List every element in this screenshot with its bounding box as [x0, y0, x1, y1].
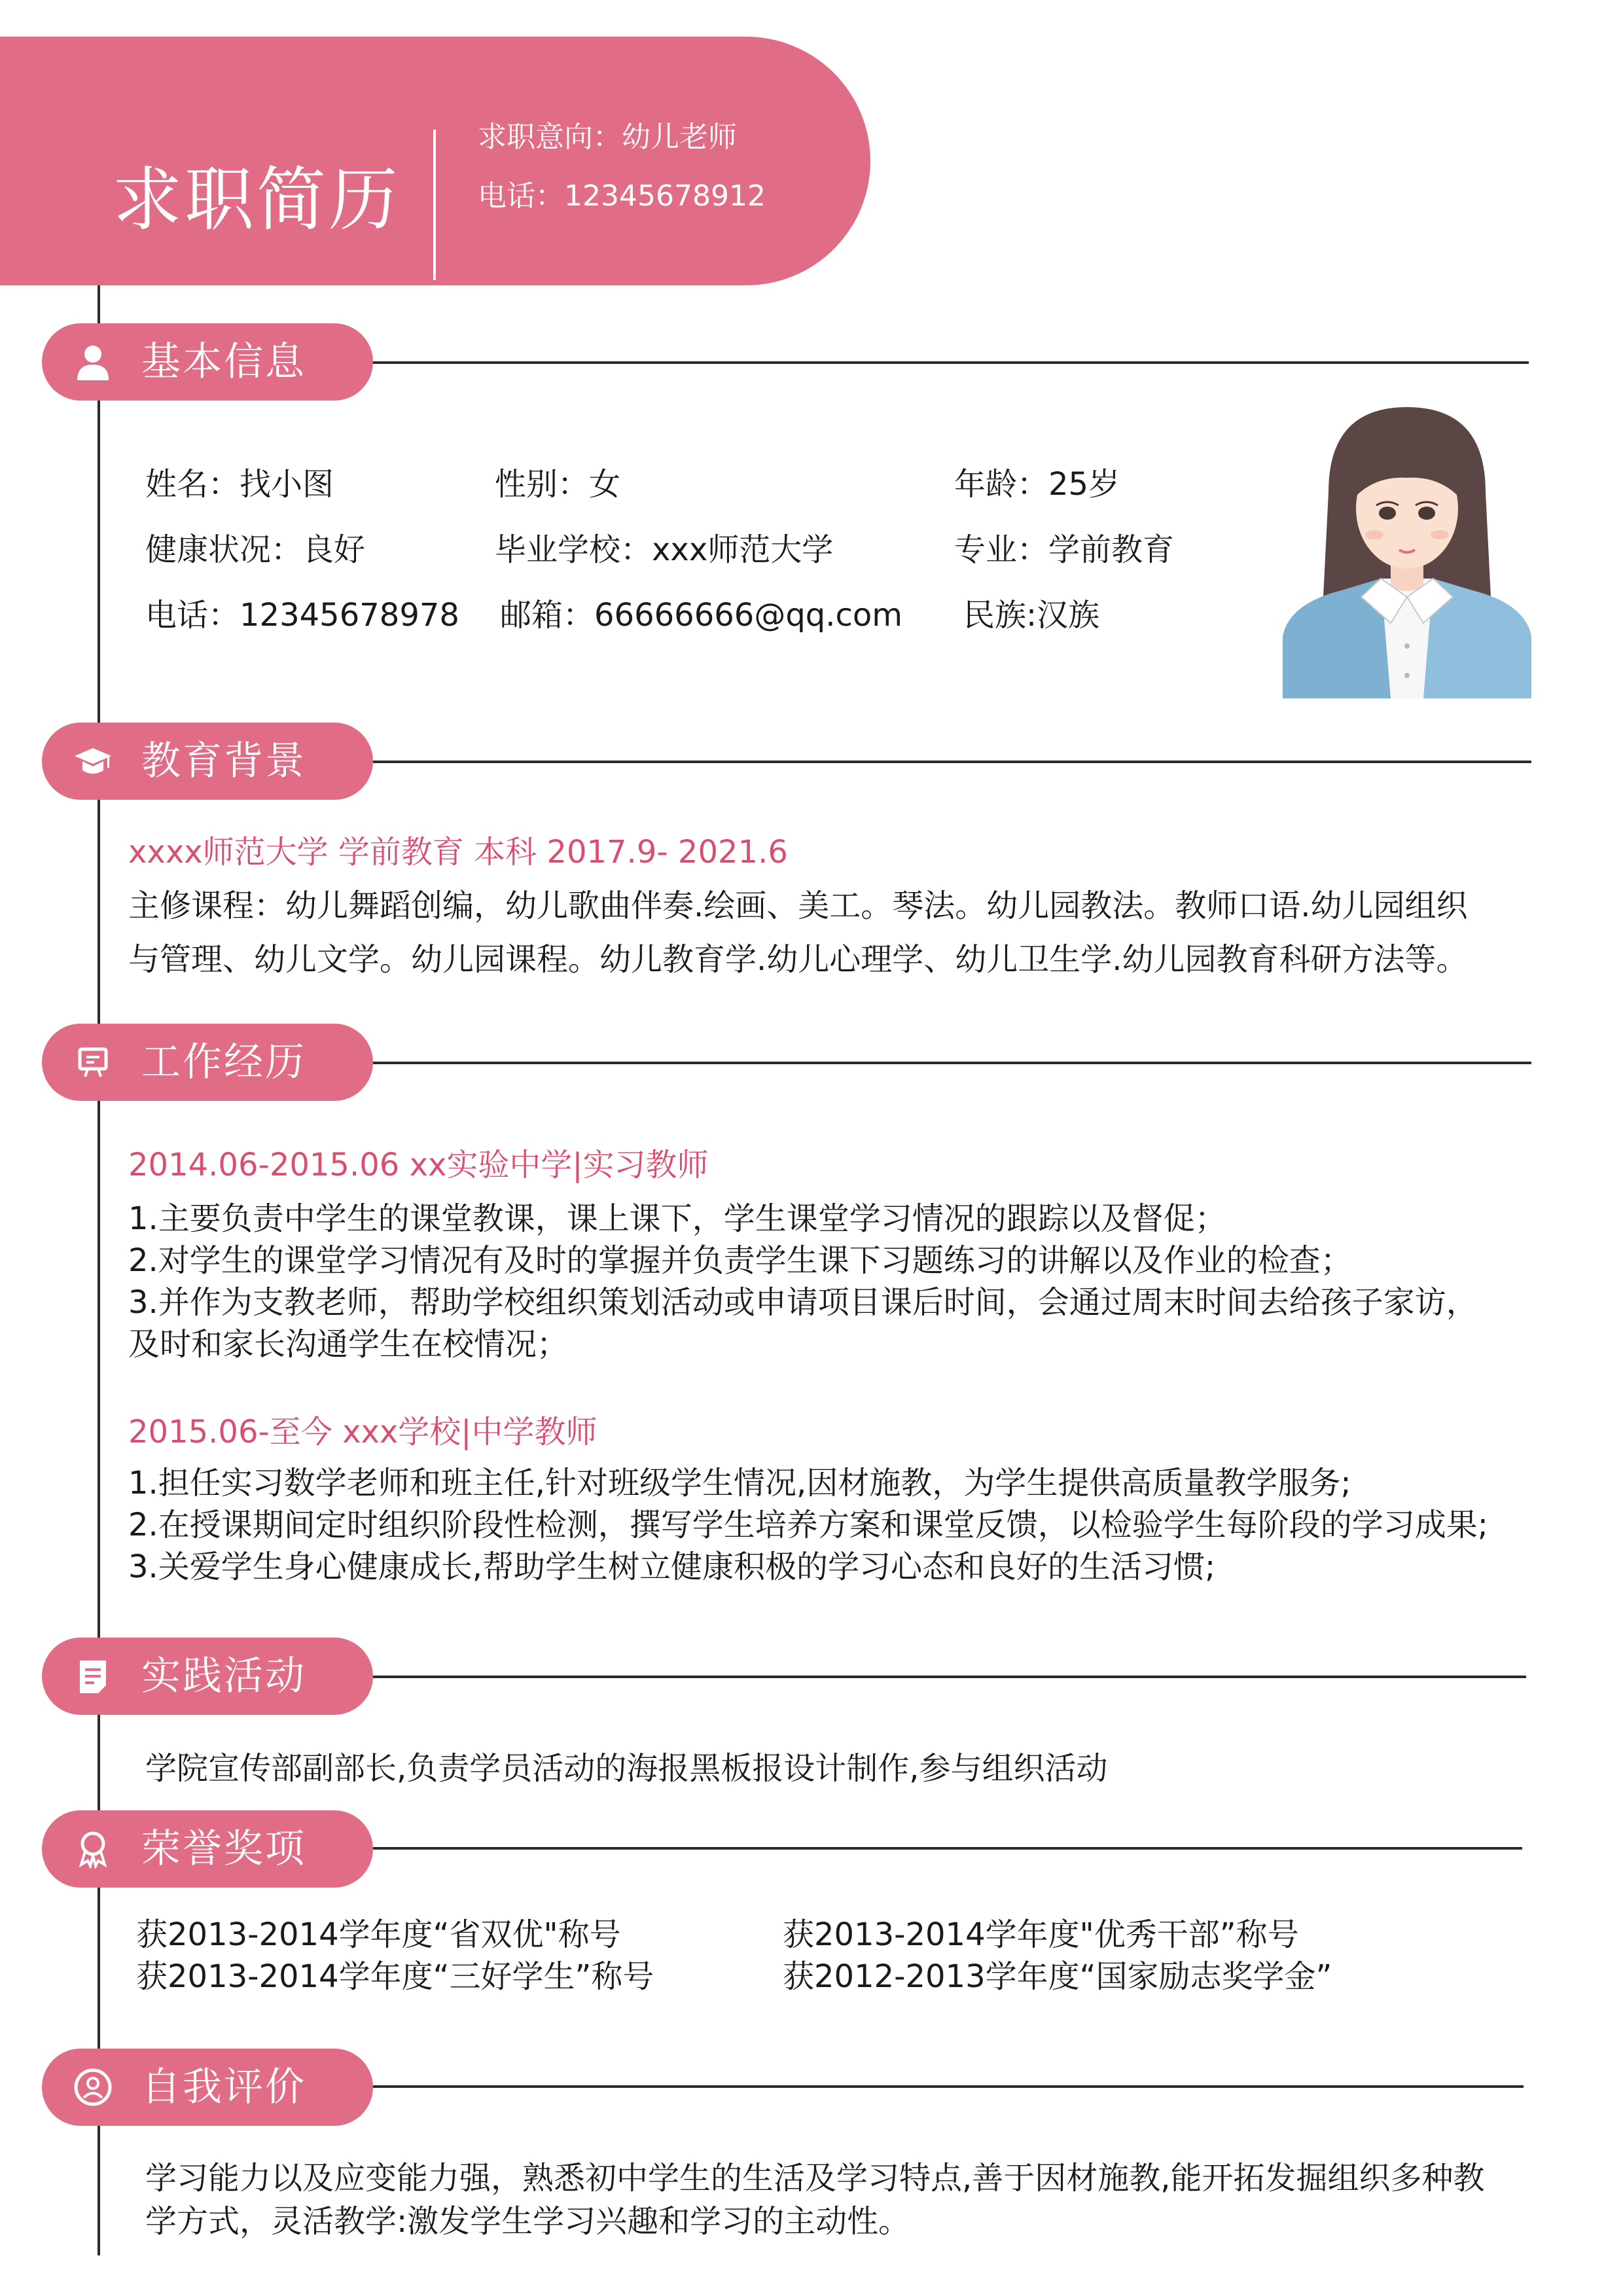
job-heading: 2014.06-2015.06 xx实验中学|实习教师 — [128, 1147, 709, 1183]
job-line: 及时和家长沟通学生在校情况； — [128, 1326, 569, 1363]
section-header-education — [42, 723, 373, 800]
job-heading: 2015.06-至今 xxx学校|中学教师 — [128, 1414, 597, 1450]
person-circle-icon — [73, 2068, 113, 2107]
section-rule — [373, 1847, 1522, 1850]
job-line: 1.主要负责中学生的课堂教课，课上课下，学生课堂学习情况的跟踪以及督促； — [128, 1200, 1226, 1237]
section-title: 荣誉奖项 — [141, 1826, 306, 1872]
section-rule — [373, 1062, 1531, 1064]
field-health: 健康状况：良好 — [145, 531, 366, 568]
field-phone: 电话：12345678978 — [145, 597, 459, 634]
honor-item: 获2012-2013学年度“国家励志奖学金” — [783, 1958, 1332, 1995]
timeline-line — [98, 285, 100, 2255]
award-icon — [73, 1829, 113, 1869]
self-eval-line: 学习能力以及应变能力强，熟悉初中学生的生活及学习特点,善于因材施教,能开拓发掘组织多种教 — [145, 2160, 1485, 2197]
section-title: 工作经历 — [141, 1039, 306, 1085]
section-title: 实践活动 — [141, 1653, 306, 1699]
section-title: 教育背景 — [141, 738, 306, 784]
field-school: 毕业学校：xxx师范大学 — [495, 531, 834, 568]
field-gender: 性别：女 — [495, 466, 621, 503]
field-major: 专业：学前教育 — [954, 531, 1175, 568]
self-eval-line: 学方式，灵活教学:激发学生学习兴趣和学习的主动性。 — [145, 2203, 910, 2240]
section-rule — [373, 2085, 1524, 2088]
section-title: 基本信息 — [141, 339, 306, 385]
section-title: 自我评价 — [141, 2064, 306, 2110]
section-rule — [373, 361, 1529, 364]
honor-item: 获2013-2014学年度“省双优"称号 — [136, 1916, 621, 1953]
job-intent: 求职意向：幼儿老师 — [478, 120, 737, 154]
education-heading: xxxx师范大学 学前教育 本科 2017.9- 2021.6 — [128, 834, 788, 870]
page-title: 求职简历 — [113, 160, 401, 240]
job-line: 3.关爱学生身心健康成长,帮助学生树立健康积极的学习心态和良好的生活习惯; — [128, 1549, 1216, 1585]
job-line: 3.并作为支教老师，帮助学校组织策划活动或申请项目课后时间，会通过周末时间去给孩子家访， — [128, 1284, 1478, 1321]
section-header-work — [42, 1024, 373, 1101]
job-line: 2.在授课期间定时组织阶段性检测，撰写学生培养方案和课堂反馈，以检验学生每阶段的学习成果; — [128, 1507, 1488, 1543]
section-rule — [373, 761, 1531, 763]
section-header-self — [42, 2049, 373, 2126]
user-icon — [73, 342, 113, 382]
presentation-icon — [73, 1043, 113, 1082]
avatar — [1283, 401, 1531, 698]
section-header-honors — [42, 1810, 373, 1888]
section-rule — [373, 1676, 1526, 1678]
graduation-cap-icon — [73, 742, 113, 781]
section-header-practice — [42, 1638, 373, 1715]
honor-item: 获2013-2014学年度"优秀干部”称号 — [783, 1916, 1299, 1953]
field-name: 姓名：找小图 — [145, 466, 334, 503]
job-line: 2.对学生的课堂学习情况有及时的掌握并负责学生课下习题练习的讲解以及作业的检查； — [128, 1242, 1352, 1279]
education-line: 与管理、幼儿文学。幼儿园课程。幼儿教育学.幼儿心理学、幼儿卫生学.幼儿园教育科研方法等。 — [128, 941, 1468, 978]
field-ethnicity: 民族:汉族 — [963, 597, 1100, 634]
honor-item: 获2013-2014学年度“三好学生”称号 — [136, 1958, 654, 1995]
job-line: 1.担任实习数学老师和班主任,针对班级学生情况,因材施教，为学生提供高质量教学服务; — [128, 1465, 1351, 1501]
header-divider — [433, 130, 436, 280]
field-age: 年龄：25岁 — [954, 466, 1120, 503]
practice-text: 学院宣传部副部长,负责学员活动的海报黑板报设计制作,参与组织活动 — [145, 1750, 1108, 1787]
field-email: 邮箱：66666666@qq.com — [500, 597, 903, 634]
section-header-basic — [42, 323, 373, 401]
header-banner — [0, 37, 870, 285]
education-line: 主修课程：幼儿舞蹈创编，幼儿歌曲伴奏.绘画、美工。琴法。幼儿园教法。教师口语.幼儿园组织 — [128, 888, 1468, 924]
document-icon — [73, 1657, 113, 1696]
header-phone: 电话：12345678912 — [478, 179, 766, 213]
